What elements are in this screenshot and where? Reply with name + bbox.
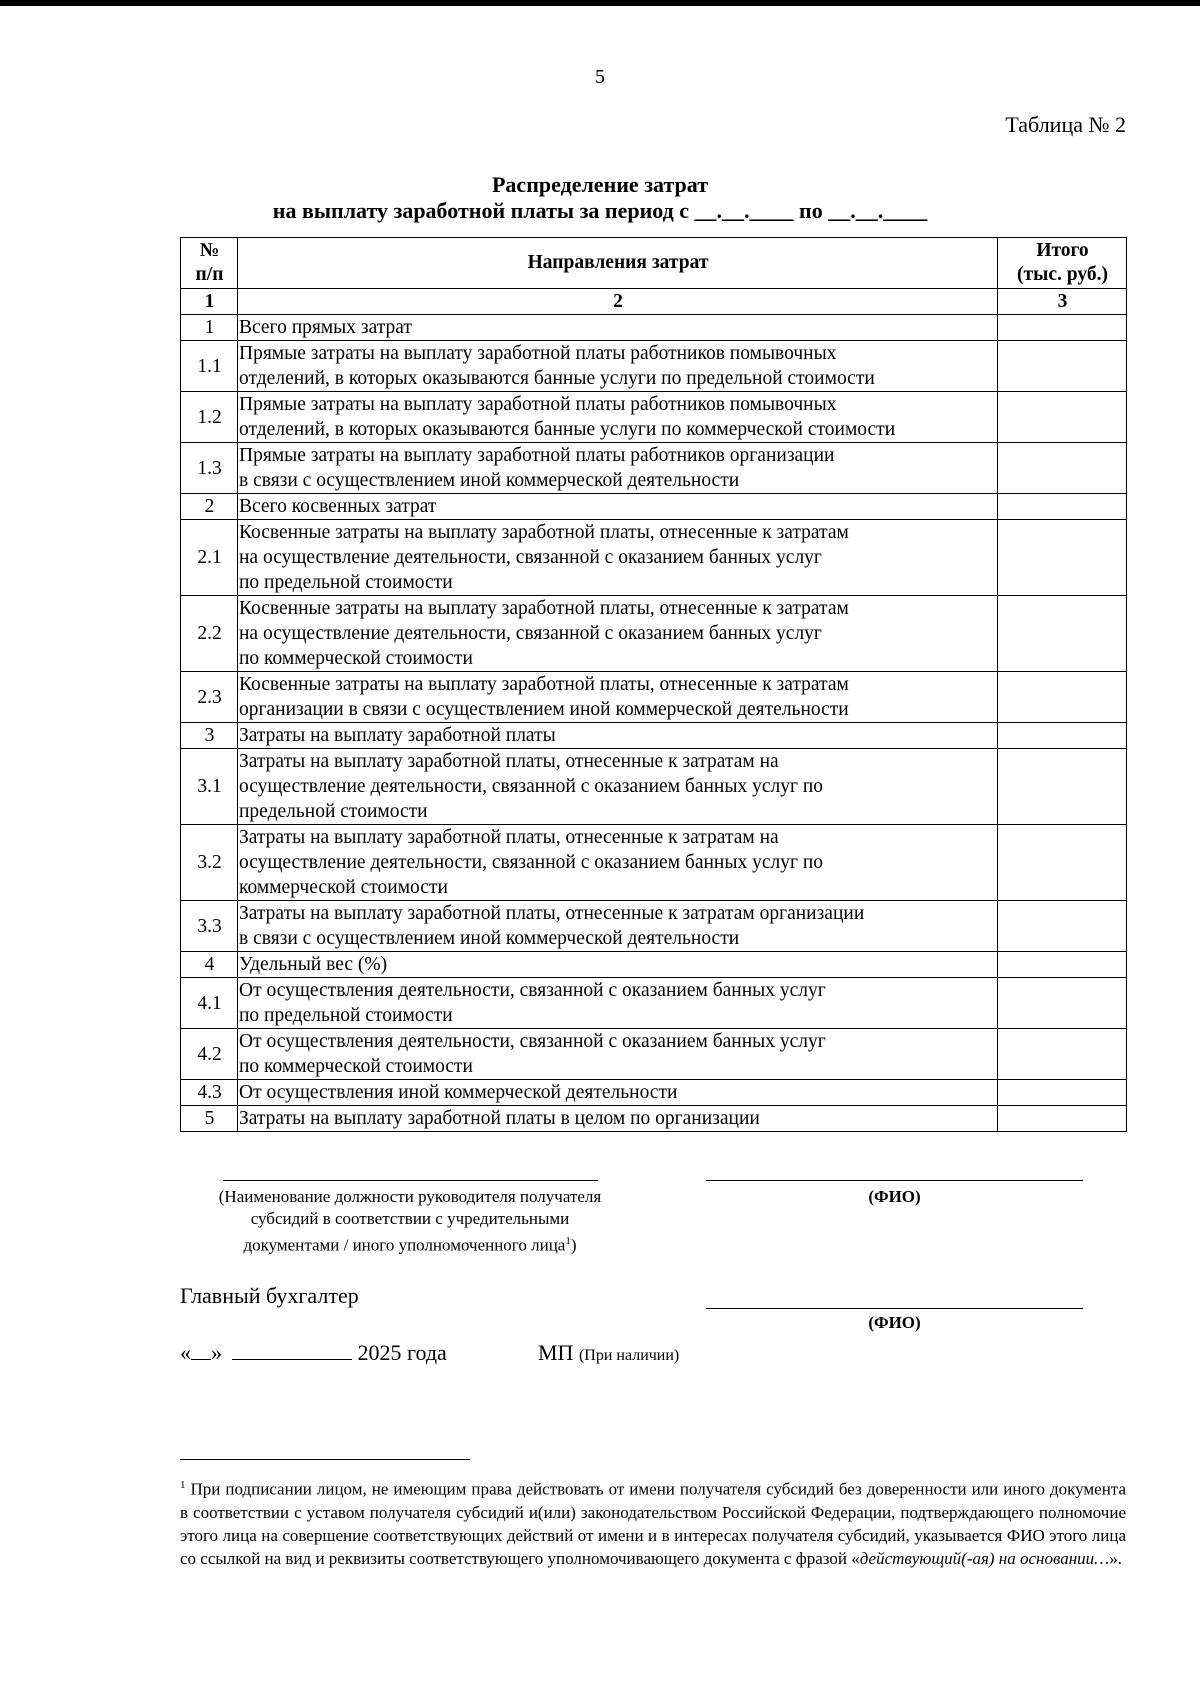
fio-label-chief: (ФИО) <box>868 1313 921 1332</box>
stamp-mark: МП (При наличии) <box>538 1340 680 1365</box>
footnote-text: При подписании лицом, не имеющим права действовать от имени получателя субсидий без доверенности или иного документа в соответствии с уставом получателя субсидий и(или) законодательством Российской Федерации, подтверждающего полномочие этого лица на совершение соответствующих действий от имени и в интересах получателя субсидий, указывается ФИО этого лица со ссылкой на вид и реквизиты соответствующего уполномочивающего документа с фразой « <box>180 1479 1126 1568</box>
row-number: 2.1 <box>181 520 238 596</box>
table-row <box>181 952 1127 978</box>
row-total-cell[interactable] <box>998 825 1127 901</box>
row-description: Прямые затраты на выплату заработной платы работников помывочных отделений, в которых оказываются банные услуги по коммерческой стоимости <box>238 392 998 443</box>
footnote: $^1$ При подписании лицом, не имеющим права действовать от имени получателя субсидий без доверенности или иного документа в соответствии с уставом получателя субсидий и(или) законодательством Российской Федерации, подтверждающего полномочие этого лица на совершение соответствующих действий от имени и в интересах получателя субсидий, указывается ФИО этого лица со ссылкой на вид и реквизиты соответствующего уполномочивающего документа с фразой «действующий(-ая) на основании…». <box>180 1479 1126 1568</box>
row-description: Всего косвенных затрат <box>238 494 998 520</box>
row-description: От осуществления деятельности, связанной с оказанием банных услуг по коммерческой стоимости <box>238 1029 998 1080</box>
table-row <box>181 341 1127 392</box>
row-description: Затраты на выплату заработной платы в целом по организации <box>238 1106 998 1132</box>
row-total-cell[interactable] <box>998 315 1127 341</box>
row-number: 3.1 <box>181 749 238 825</box>
footnote-rule <box>180 1459 470 1460</box>
table-row <box>181 1080 1127 1106</box>
row-description: Прямые затраты на выплату заработной платы работников организации в связи с осуществлением иной коммерческой деятельности <box>238 443 998 494</box>
row-number: 3 <box>181 723 238 749</box>
column-index-1: 1 <box>181 289 238 315</box>
table-row <box>181 978 1127 1029</box>
row-total-cell[interactable] <box>998 1029 1127 1080</box>
page-number: 5 <box>595 66 605 88</box>
row-description: Удельный вес (%) <box>238 952 998 978</box>
table-row <box>181 901 1127 952</box>
cost-distribution-table <box>180 237 1127 1132</box>
row-number: 3.2 <box>181 825 238 901</box>
table-row <box>181 392 1127 443</box>
row-total-cell[interactable] <box>998 749 1127 825</box>
row-total-cell[interactable] <box>998 672 1127 723</box>
fio-label: (ФИО) <box>868 1187 921 1206</box>
row-number: 1 <box>181 315 238 341</box>
row-number: 2 <box>181 494 238 520</box>
row-number: 4.3 <box>181 1080 238 1106</box>
table-row <box>181 672 1127 723</box>
row-description: Всего прямых затрат <box>238 315 998 341</box>
row-number: 2.3 <box>181 672 238 723</box>
row-total-cell[interactable] <box>998 1080 1127 1106</box>
header-total: Итого (тыс. руб.) <box>998 238 1127 289</box>
row-total-cell[interactable] <box>998 392 1127 443</box>
row-number: 1.3 <box>181 443 238 494</box>
table-row <box>181 443 1127 494</box>
row-description: Затраты на выплату заработной платы, отнесенные к затратам на осуществление деятельности, связанной с оказанием банных услуг по коммерческой стоимости <box>238 825 998 901</box>
table-row <box>181 723 1127 749</box>
row-number: 1.2 <box>181 392 238 443</box>
chief-accountant-label: Главный бухгалтер <box>180 1283 359 1308</box>
row-description: Прямые затраты на выплату заработной платы работников помывочных отделений, в которых оказываются банные услуги по предельной стоимости <box>238 341 998 392</box>
row-total-cell[interactable] <box>998 1106 1127 1132</box>
row-total-cell[interactable] <box>998 494 1127 520</box>
column-index-row <box>181 289 1127 315</box>
row-number: 5 <box>181 1106 238 1132</box>
column-index-2: 2 <box>238 289 998 315</box>
row-number: 1.1 <box>181 341 238 392</box>
row-total-cell[interactable] <box>998 443 1127 494</box>
table-row <box>181 1029 1127 1080</box>
chief-signature-line <box>706 1308 1083 1309</box>
table-header-row <box>181 238 1127 289</box>
position-signature-line <box>223 1180 598 1181</box>
row-total-cell[interactable] <box>998 596 1127 672</box>
header-name: Направления затрат <box>238 238 998 289</box>
table-row <box>181 749 1127 825</box>
row-description: От осуществления иной коммерческой деятельности <box>238 1080 998 1106</box>
row-number: 4 <box>181 952 238 978</box>
document-title: Распределение затрат <box>491 172 709 197</box>
signature-date: « » 2025 года <box>180 1340 447 1365</box>
row-number: 2.2 <box>181 596 238 672</box>
document-subtitle: на выплату заработной платы за период с __.__.____ по __.__.____ <box>272 198 928 223</box>
table-row <box>181 1106 1127 1132</box>
row-total-cell[interactable] <box>998 520 1127 596</box>
footnote-marker: 1 <box>180 1479 186 1491</box>
row-description: Косвенные затраты на выплату заработной платы, отнесенные к затратам на осуществление деятельности, связанной с оказанием банных услуг по предельной стоимости <box>238 520 998 596</box>
row-total-cell[interactable] <box>998 901 1127 952</box>
table-row <box>181 494 1127 520</box>
table-row <box>181 520 1127 596</box>
row-number: 4.2 <box>181 1029 238 1080</box>
row-total-cell[interactable] <box>998 723 1127 749</box>
table-row <box>181 596 1127 672</box>
header-num: № п/п <box>181 238 238 289</box>
row-total-cell[interactable] <box>998 952 1127 978</box>
row-description: Затраты на выплату заработной платы, отнесенные к затратам на осуществление деятельности, связанной с оказанием банных услуг по предельной стоимости <box>238 749 998 825</box>
table-row <box>181 315 1127 341</box>
scan-top-border <box>0 0 1200 6</box>
row-number: 3.3 <box>181 901 238 952</box>
fio-signature-line <box>706 1180 1083 1181</box>
row-description: Косвенные затраты на выплату заработной платы, отнесенные к затратам организации в связи с осуществлением иной коммерческой деятельности <box>238 672 998 723</box>
table-label: Таблица № 2 <box>1005 112 1126 137</box>
row-total-cell[interactable] <box>998 978 1127 1029</box>
row-description: Затраты на выплату заработной платы <box>238 723 998 749</box>
column-index-3: 3 <box>998 289 1127 315</box>
row-description: Косвенные затраты на выплату заработной платы, отнесенные к затратам на осуществление деятельности, связанной с оказанием банных услуг по коммерческой стоимости <box>238 596 998 672</box>
row-total-cell[interactable] <box>998 341 1127 392</box>
row-description: От осуществления деятельности, связанной с оказанием банных услуг по предельной стоимости <box>238 978 998 1029</box>
row-description: Затраты на выплату заработной платы, отнесенные к затратам организации в связи с осуществлением иной коммерческой деятельности <box>238 901 998 952</box>
row-number: 4.1 <box>181 978 238 1029</box>
position-caption: (Наименование должности руководителя получателя субсидий в соответствии с учредительными документами / иного уполномоченного лица$^1$) <box>218 1187 602 1255</box>
table-row <box>181 825 1127 901</box>
